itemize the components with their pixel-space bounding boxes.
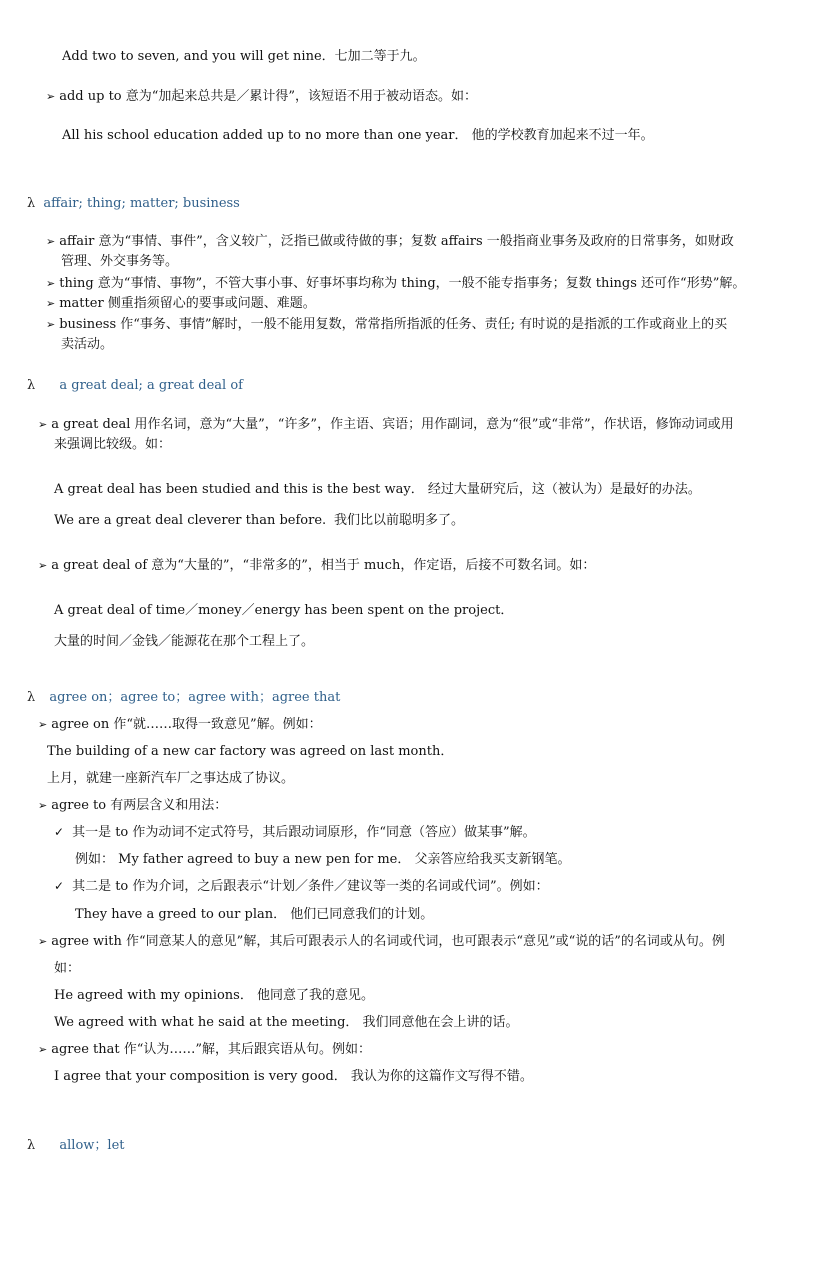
example-translation: 我们比以前聪明多了。	[334, 513, 465, 528]
section-heading	[27, 1137, 125, 1154]
bullet-item	[38, 716, 322, 733]
example-sentence: They have a greed to our plan． 他们已同意我们的计划。	[75, 907, 434, 922]
bullet-text: business 作“事务、事情”解时，一般不能用复数，常常指所指派的任务、责任; 有时说的是指派的工作或商业上的买	[59, 317, 728, 332]
example-sentence: I agree that your composition is very good． 我认为你的这篇作文写得不错。	[54, 1069, 533, 1084]
checkmark-icon: ✓	[54, 825, 65, 839]
bullet-text: agree with 作“同意某人的意见”解，其后可跟表示人的名词或代词，也可跟表示“意见”或“说的话”的名词或从句。例	[51, 934, 725, 949]
lambda-marker-icon: λ	[27, 690, 36, 705]
bullet-item	[46, 316, 727, 333]
example-sentence	[54, 512, 465, 529]
section-heading	[27, 689, 340, 706]
bullet-item	[38, 797, 227, 814]
section-heading	[27, 377, 243, 394]
arrow-bullet-icon: ➢	[38, 418, 48, 431]
arrow-bullet-icon: ➢	[46, 277, 56, 290]
bullet-continuation: 卖活动。	[61, 337, 114, 352]
arrow-bullet-icon: ➢	[46, 235, 56, 248]
checkmark-icon: ✓	[54, 879, 65, 893]
arrow-bullet-icon: ➢	[38, 799, 48, 812]
bullet-continuation: 来强调比较级。如：	[54, 437, 172, 452]
bullet-text: matter 侧重指须留心的要事或问题、难题。	[59, 296, 316, 311]
bullet-continuation: 如：	[54, 961, 81, 976]
example-sentence: Add two to seven, and you will get nine．七加二等于九。	[62, 49, 426, 64]
example-sentence: All his school education added up to no more than one year． 他的学校教育加起来不过一年。	[62, 128, 654, 143]
bullet-item	[38, 557, 595, 574]
bullet-text: agree to 有两层含义和用法：	[51, 798, 228, 813]
example-translation: 大量的时间／金钱／能源花在那个工程上了。	[54, 634, 315, 649]
section-heading-text: allow；let	[59, 1138, 125, 1153]
bullet-item	[46, 275, 745, 292]
arrow-bullet-icon: ➢	[46, 318, 56, 331]
arrow-bullet-icon: ➢	[38, 718, 48, 731]
bullet-item	[38, 1041, 371, 1058]
example-sentence: The building of a new car factory was agreed on last month．	[47, 744, 454, 759]
section-heading-text: agree on；agree to；agree with；agree that	[49, 690, 341, 705]
sub-item	[54, 824, 536, 841]
arrow-bullet-icon: ➢	[46, 297, 56, 310]
bullet-text: a great deal 用作名词，意为“大量”，“许多”，作主语、宾语；用作副词，意为“很”或“非常”，作状语，修饰动词或用	[51, 417, 734, 432]
lambda-marker-icon: λ	[27, 196, 36, 211]
bullet-item	[38, 416, 734, 433]
lambda-marker-icon: λ	[27, 378, 36, 393]
bullet-item	[46, 88, 477, 105]
arrow-bullet-icon: ➢	[38, 559, 48, 572]
section-heading-text: affair; thing; matter; business	[43, 196, 240, 211]
example-sentence: He agreed with my opinions． 他同意了我的意见。	[54, 988, 374, 1003]
example-sentence: 例如： My father agreed to buy a new pen for me． 父亲答应给我买支新钢笔。	[75, 852, 571, 867]
bullet-item	[46, 233, 734, 250]
arrow-bullet-icon: ➢	[46, 90, 56, 103]
bullet-text: a great deal of 意为“大量的”，“非常多的”，相当于 much，作定语，后接不可数名词。如：	[51, 558, 596, 573]
bullet-item	[38, 933, 725, 950]
bullet-text: agree that 作“认为……”解，其后跟宾语从句。例如：	[51, 1042, 372, 1057]
arrow-bullet-icon: ➢	[38, 935, 48, 948]
bullet-text: thing 意为“事情、事物”，不管大事小事、好事坏事均称为 thing，一般不能专指事务；复数 things 还可作“形势”解。	[59, 276, 746, 291]
example-sentence: We agreed with what he said at the meeting． 我们同意他在会上讲的话。	[54, 1015, 519, 1030]
lambda-marker-icon: λ	[27, 1138, 36, 1153]
section-heading	[27, 195, 240, 212]
bullet-text: affair 意为“事情、事件”，含义较广，泛指已做或待做的事；复数 affairs 一般指商业事务及政府的日常事务，如财政	[59, 234, 734, 249]
sub-item-text: 其二是 to 作为介词，之后跟表示“计划／条件／建议等一类的名词或代词”。例如：	[72, 879, 549, 894]
example-english: We are a great deal cleverer than before.	[54, 513, 327, 528]
example-sentence: A great deal of time／money／energy has been spent on the project．	[54, 603, 514, 618]
example-sentence: A great deal has been studied and this is the best way． 经过大量研究后，这（被认为）是最好的办法。	[54, 482, 701, 497]
example-translation: 上月，就建一座新汽车厂之事达成了协议。	[47, 771, 295, 786]
bullet-continuation: 管理、外交事务等。	[61, 254, 179, 269]
sub-item	[54, 878, 549, 895]
arrow-bullet-icon: ➢	[38, 1043, 48, 1056]
bullet-item	[46, 295, 316, 312]
bullet-text: add up to 意为“加起来总共是／累计得”，该短语不用于被动语态。如：	[59, 89, 478, 104]
bullet-text: agree on 作“就……取得一致意见”解。例如：	[51, 717, 322, 732]
sub-item-text: 其一是 to 作为动词不定式符号，其后跟动词原形，作“同意（答应）做某事”解。	[72, 825, 536, 840]
section-heading-text: a great deal; a great deal of	[59, 378, 243, 393]
